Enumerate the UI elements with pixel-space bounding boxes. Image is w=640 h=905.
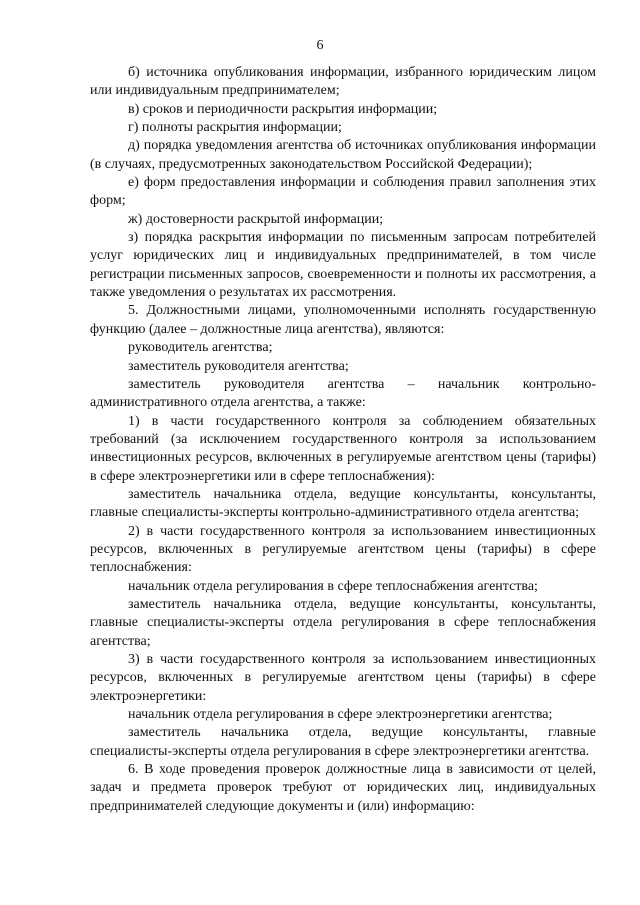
paragraph: з) порядка раскрытия информации по письменным запросам потребителей услуг юридических лиц и индивидуальных предпринимателей, в том числе регистрации письменных запросов, своевременности и полноты их рассмотрения, а также уведомления о результатах их рассмотрения. xyxy=(90,230,596,301)
paragraph: 5. Должностными лицами, уполномоченными исполнять государственную функцию (далее – должностные лица агентства), являются: xyxy=(90,303,596,337)
paragraph: 2) в части государственного контроля за использованием инвестиционных ресурсов, включенных в регулируемые агентством цены (тарифы) в сфере теплоснабжения: xyxy=(90,523,596,576)
paragraph: заместитель начальника отдела, ведущие консультанты, консультанты, главные специалисты-эксперты отдела регулирования в сфере теплоснабжения агентства; xyxy=(90,596,596,649)
paragraph: заместитель руководителя агентства; xyxy=(128,358,349,374)
page-number: 6 xyxy=(316,38,324,53)
paragraph: заместитель начальника отдела, ведущие консультанты, главные специалисты-эксперты отдела регулирования в сфере электроэнергетики агентства. xyxy=(90,725,596,759)
paragraph: ж) достоверности раскрытой информации; xyxy=(128,211,384,227)
paragraph: начальник отдела регулирования в сфере теплоснабжения агентства; xyxy=(128,578,538,594)
paragraph: 1) в части государственного контроля за соблюдением обязательных требований (за исключением государственного контроля за использованием инвестиционных ресурсов, включенных в регулируемые агентством цены (тарифы) в сфере электроэнергетики или в сфере теплоснабжения): xyxy=(90,413,596,484)
paragraph: 6. В ходе проведения проверок должностные лица в зависимости от целей, задач и предмета проверок требуют от юридических лиц, индивидуальных предпринимателей следующие документы и (или) информацию: xyxy=(90,762,596,814)
paragraph: заместитель начальника отдела, ведущие консультанты, консультанты, главные специалисты-эксперты контрольно-административного отдела агентства; xyxy=(90,486,596,521)
body-text xyxy=(90,64,596,816)
paragraph: заместитель руководителя агентства – начальник контрольно-административного отдела агентства, а также: xyxy=(90,376,596,411)
paragraph: б) источника опубликования информации, избранного юридическим лицом или индивидуальным предпринимателем; xyxy=(90,65,596,99)
paragraph: г) полноты раскрытия информации; xyxy=(128,120,342,136)
paragraph: 3) в части государственного контроля за использованием инвестиционных ресурсов, включенных в регулируемые агентством цены (тарифы) в сфере электроэнергетики: xyxy=(90,652,596,704)
paragraph: начальник отдела регулирования в сфере электроэнергетики агентства; xyxy=(128,707,553,723)
paragraph: руководитель агентства; xyxy=(128,340,273,356)
paragraph: д) порядка уведомления агентства об источниках опубликования информации (в случаях, предусмотренных законодательством Российской Федерации); xyxy=(90,138,596,172)
paragraph: е) форм предоставления информации и соблюдения правил заполнения этих форм; xyxy=(90,175,596,209)
paragraph: в) сроков и периодичности раскрытия информации; xyxy=(128,101,438,117)
